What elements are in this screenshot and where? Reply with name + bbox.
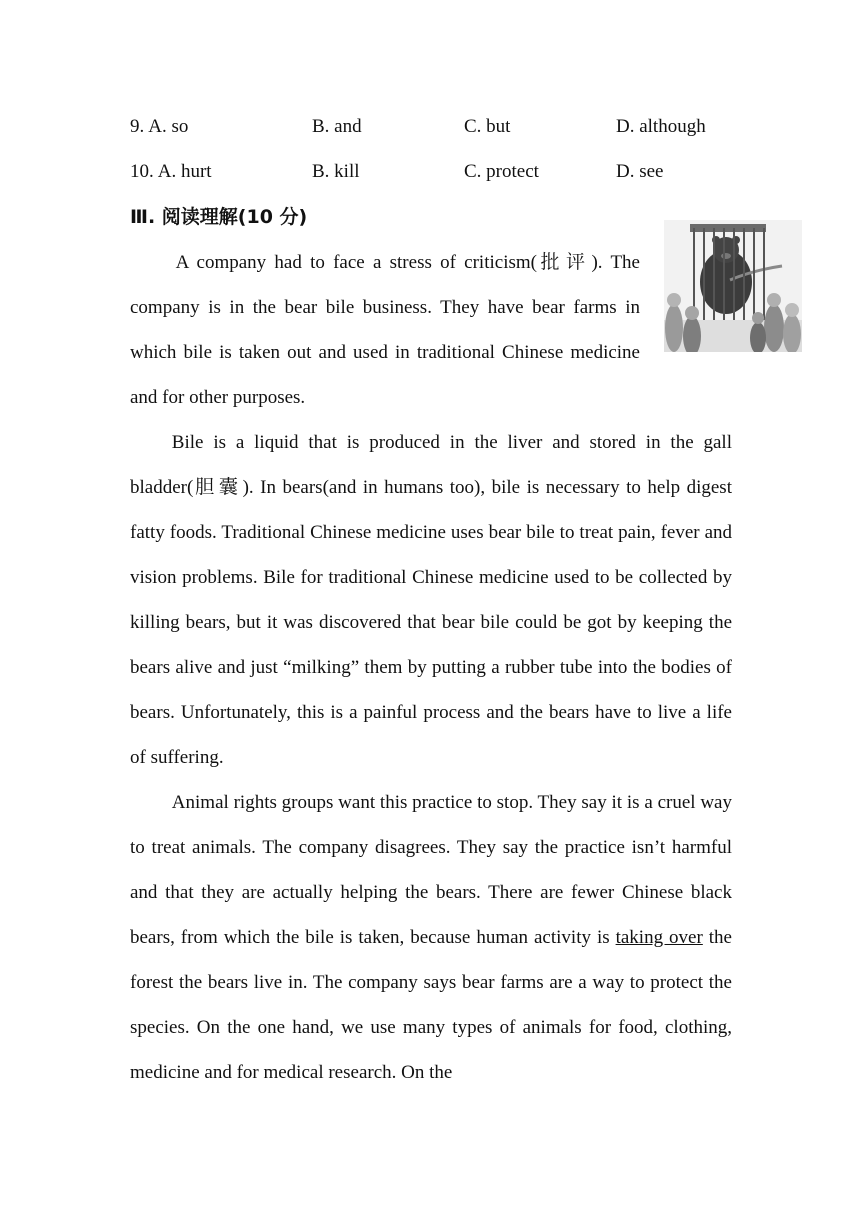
section-heading: Ⅲ. 阅读理解(10 分) (130, 206, 308, 228)
paragraph-1-text-a: A company had to face a stress of criticism( (175, 252, 537, 273)
option-9c: C. but (464, 116, 511, 137)
paragraph-2 (130, 420, 732, 780)
option-9a (130, 115, 188, 139)
paragraph-2-text-a: Bile is a liquid that is produced in the liver and stored in the gall bladder( (130, 432, 732, 498)
paragraph-3-text-a: Animal rights groups want this practice to stop. They say it is a cruel way to treat animals. The company disagrees. They say the practice isn’t harmful and that they are actually helping the bears. There are fewer Chinese black bears, from which the bile is taken, because human activity is (130, 792, 732, 948)
paragraph-3-text-b: the forest the bears live in. The company says bear farms are a way to protect the species. On the one hand, we use many types of animals for food, clothing, medicine and for medical research. On the (130, 927, 732, 1083)
question-number: 9. (130, 116, 145, 137)
underlined-phrase: taking over (615, 927, 703, 948)
reading-passage (130, 240, 732, 1095)
paragraph-2-text-b: ). In bears(and in humans too), bile is necessary to help digest fatty foods. Traditional Chinese medicine uses bear bile to treat pain, fever and vision problems. Bile for traditional Chinese medicine used to be collected by killing bears, but it was discovered that bear bile could be got by keeping the bears alive and just “milking” them by putting a rubber tube into the bodies of bears. Unfortunately, this is a painful process and the bears have to live a life of suffering. (130, 477, 732, 768)
paragraph-1 (130, 240, 732, 420)
gloss-criticism: 批评 (536, 251, 592, 273)
option-10c: C. protect (464, 161, 539, 182)
option-9d: D. although (616, 116, 706, 137)
gloss-gall-bladder: 胆囊 (193, 476, 243, 498)
option-10d: D. see (616, 161, 664, 182)
option-10a (130, 160, 212, 184)
option-9b: B. and (312, 116, 362, 137)
paragraph-3 (130, 780, 732, 1095)
question-number: 10. (130, 161, 154, 182)
option-10b: B. kill (312, 161, 360, 182)
option-label: A. hurt (157, 161, 212, 182)
option-label: A. so (148, 116, 189, 137)
paragraph-1-text-b: ). The company is in the bear bile business. They have bear farms in which bile is taken out and used in traditional Chinese medicine and for other purposes. (130, 252, 640, 408)
caged-bear-illustration (664, 220, 802, 352)
